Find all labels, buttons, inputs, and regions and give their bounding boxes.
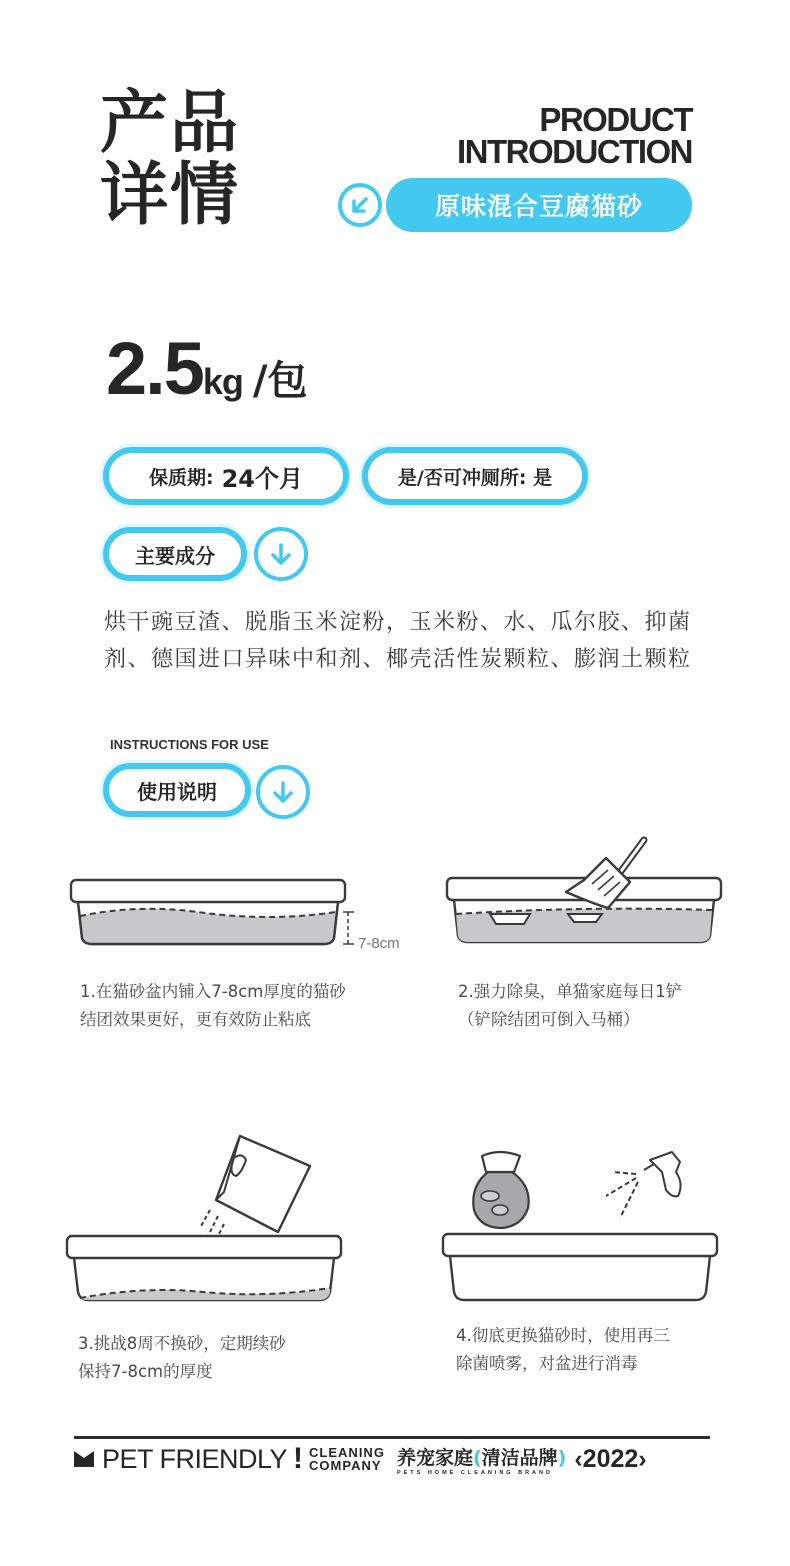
weight-per: /包 — [252, 358, 308, 404]
footer-divider — [74, 1436, 710, 1439]
step-3-line1: 3.挑战8周不换砂，定期续砂 — [78, 1334, 286, 1353]
litter-box-fill-illustration — [68, 872, 418, 954]
step-2-line2: （铲除结团可倒入马桶） — [458, 1010, 640, 1029]
shelf-life-label: 保质期: — [148, 466, 214, 489]
brand-cn-text: 养宠家庭 — [396, 1446, 473, 1469]
title-en-line1: PRODUCT — [539, 101, 692, 138]
brand-cn-block: 养宠家庭(清洁品牌) PETS HOME CLEANING BRAND — [396, 1446, 567, 1476]
weight-unit: kg — [202, 361, 243, 402]
arrow-down-icon — [254, 527, 308, 581]
year-text: 2022 — [582, 1444, 639, 1473]
year-label: ‹2022› — [574, 1444, 647, 1473]
title-en-line2: INTRODUCTION — [457, 133, 692, 170]
ingredients-text: 烘干豌豆渣、脱脂玉米淀粉，玉米粉、水、瓜尔胶、抑菌剂、德国进口异味中和剂、椰壳活性炭颗粒、膨润土颗粒 — [104, 610, 692, 672]
ingredients-label: 主要成分 — [103, 527, 247, 581]
exclaim-mark: ! — [293, 1442, 304, 1475]
brand-cn-bracket-text: 清洁品牌 — [481, 1446, 558, 1469]
arrow-down-left-icon — [338, 183, 382, 227]
shelf-life-badge — [103, 447, 349, 505]
title-cn-line1: 产品 — [100, 84, 241, 163]
cleaning-text: CLEANING — [309, 1445, 385, 1460]
pet-friendly-text: PET FRIENDLY — [102, 1443, 288, 1474]
arrow-down-icon — [256, 765, 310, 819]
title-cn-line2: 详情 — [100, 156, 241, 235]
weight-number: 2.5 — [106, 327, 203, 410]
step-4-text — [456, 1322, 776, 1378]
step-1-text — [80, 978, 400, 1034]
company-text: COMPANY — [309, 1458, 382, 1473]
litter-box-scoop-illustration — [444, 830, 724, 950]
brand-logo-icon — [74, 1451, 94, 1467]
page-title-cn — [100, 84, 260, 235]
brand-en-text: PETS HOME CLEANING BRAND — [396, 1469, 553, 1476]
instructions-title-en: INSTRUCTIONS FOR USE — [110, 737, 269, 752]
step-2-text — [458, 978, 778, 1034]
litter-box-disinfect-illustration — [440, 1142, 720, 1306]
step-3-line2: 保持7-8cm的厚度 — [78, 1362, 213, 1381]
footer-brand-bar — [74, 1442, 714, 1476]
page-title-en — [457, 101, 692, 170]
net-weight — [106, 326, 308, 411]
cleaning-company — [309, 1446, 385, 1472]
step-1-line2: 结团效果更好，更有效防止粘底 — [80, 1010, 311, 1029]
litter-box-refill-illustration — [64, 1130, 354, 1310]
flushable-badge: 是/否可冲厕所: 是 — [362, 447, 588, 505]
step-2-line1: 2.强力除臭，单猫家庭每日1铲 — [458, 982, 683, 1001]
step-1-line1: 1.在猫砂盆内铺入7-8cm厚度的猫砂 — [80, 982, 346, 1001]
step-4-line1: 4.彻底更换猫砂时，使用再三 — [456, 1326, 670, 1345]
instructions-label: 使用说明 — [103, 763, 251, 817]
step-4-line2: 除菌喷雾，对盆进行消毒 — [456, 1354, 638, 1373]
depth-label: 7-8cm — [358, 935, 400, 952]
product-name-badge: 原味混合豆腐猫砂 — [386, 178, 692, 232]
shelf-life-value: 24个月 — [221, 464, 303, 493]
step-3-text — [78, 1330, 398, 1386]
